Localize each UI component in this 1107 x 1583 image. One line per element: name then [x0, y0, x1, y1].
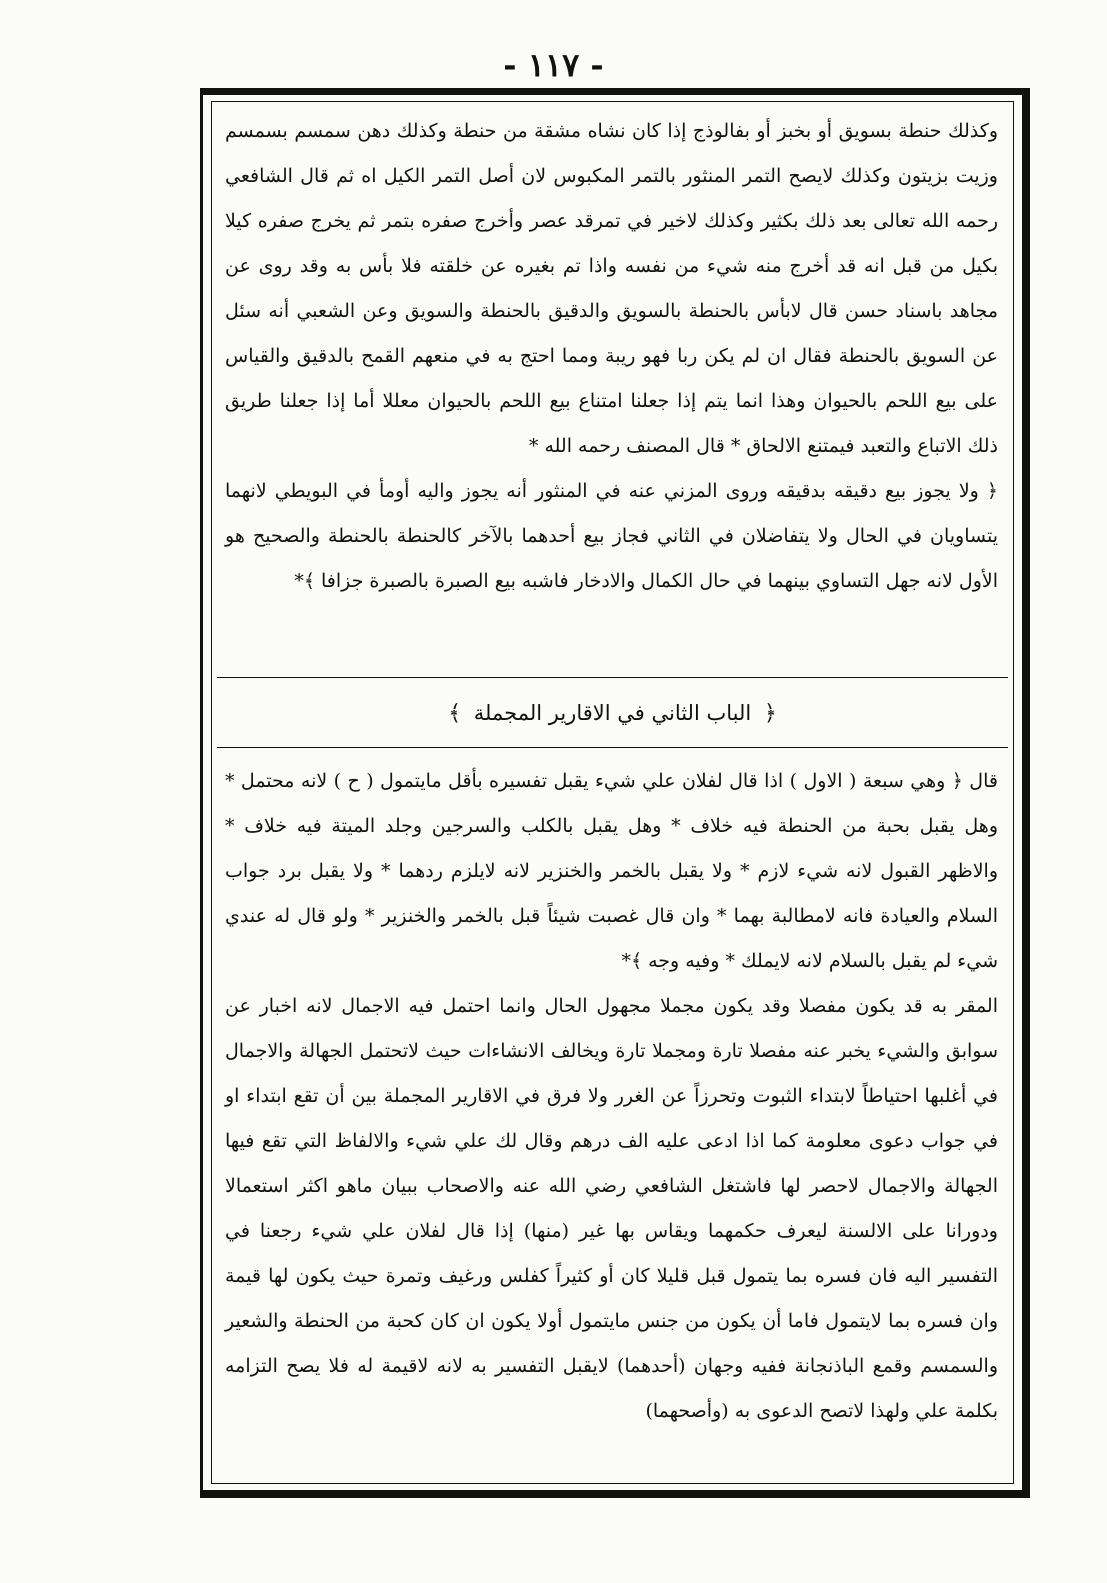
- text-block-upper: [225, 109, 998, 604]
- paragraph-matn: قال ﴿ وهي سبعة ( الاول ) اذا قال لفلان علي شيء يقبل تفسيره بأقل مايتمول ( ح ) لانه محتمل * وهل يقبل بحبة من الحنطة فيه خلاف * وهل يقبل بالكلب والسرجين وجلد الميتة فيه خلاف * والاظهر القبول لانه شيء لازم * ولا يقبل بالخمر والخنزير لانه لايلزم ردهما * ولا يقبل برد جواب السلام والعيادة فانه لامطالبة بهما * وان قال غصبت شيئاً قبل بالخمر والخنزير * ولو قال له عندي شيء لم يقبل بالسلام لانه لايملك * وفيه وجه ﴾*: [225, 770, 998, 972]
- text-block-lower: [225, 759, 998, 1434]
- paragraph-matn: ﴿ ولا يجوز بيع دقيقه بدقيقه وروى المزني عنه في المنثور أنه يجوز واليه أومأ في البويطي لانهما يتساويان في الحال ولا يتفاضلان في الثاني فجاز بيع أحدهما بالآخر كالحنطة بالحنطة والصحيح هو الأول لانه جهل التساوي بينهما في حال الكمال والادخار فاشبه بيع الصبرة بالصبرة جزافا ﴾*: [225, 480, 998, 592]
- paragraph-commentary: المقر به قد يكون مفصلا وقد يكون مجملا مجهول الحال وانما احتمل فيه الاجمال لانه اخبار عن سوابق والشيء يخبر عنه مفصلا تارة ومجملا تارة ويخالف الانشاءات حيث لاتحتمل الجهالة والاجمال في أغلبها احتياطاً لابتداء الثبوت وتحرزاً عن الغرر ولا فرق في الاقارير المجملة بين أن تقع ابتداء او في جواب دعوى معلومة كما اذا ادعى عليه الف درهم وقال لك علي شيء والالفاظ التي تقع فيها الجهالة والاجمال لاحصر لها فاشتغل الشافعي رضي الله عنه والاصحاب ببيان ماهو اكثر استعمالا ودورانا على الالسنة ليعرف حكمهما ويقاس بها غير (منها) إذا قال لفلان علي شيء رجعنا في التفسير اليه فان فسره بما يتمول قبل قليلا كان أو كثيراً كفلس ورغيف وتمرة حيث يكون لها قيمة وان فسره بما لايتمول فاما أن يكون من جنس مايتمول أولا يكون ان كان كحبة من الحنطة والشعير والسمسم وقمع الباذنجانة ففيه وجهان (أحدهما) لايقبل التفسير به لانه لاقيمة له فلا يصح التزامه بكلمة علي ولهذا لاتصح الدعوى به (وأصحهما): [225, 995, 998, 1422]
- ornament-right-icon: ﴿: [763, 701, 777, 726]
- paragraph-commentary: وكذلك حنطة بسويق أو بخبز أو بفالوذج إذا كان نشاه مشقة من حنطة وكذلك دهن سمسم بسمسم وزيت بزيتون وكذلك لايصح التمر المنثور بالتمر المكبوس لان أصل التمر الكيل اه ثم قال الشافعي رحمه الله تعالى بعد ذلك بكثير وكذلك لاخير في تمرقد عصر وأخرج صفره بتمر ثم يخرج صفره كيلا بكيل من قبل انه قد أخرج منه شيء من نفسه واذا تم بغيره عن خلقته فلا بأس به وقد روى عن مجاهد باسناد حسن قال لابأس بالحنطة بالسويق والدقيق بالحنطة والسويق وعن الشعبي أنه سئل عن السويق بالحنطة فقال ان لم يكن ربا فهو ريبة ومما احتج به في منعهم القمح بالدقيق والقياس على بيع اللحم بالحيوان وهذا انما يتم إذا جعلنا امتناع بيع اللحم بالحيوان معللا أما إذا جعلنا طريق ذلك الاتباع والتعبد فيمتنع الالحاق * قال المصنف رحمه الله *: [225, 120, 998, 457]
- section-divider-top: [217, 677, 1008, 678]
- page-frame: [200, 88, 1030, 1498]
- chapter-heading: [203, 693, 1022, 734]
- ornament-left-icon: ﴾: [448, 701, 462, 726]
- page-number: - ١١٧ -: [503, 46, 604, 84]
- section-divider-bottom: [217, 747, 1008, 748]
- chapter-title: الباب الثاني في الاقارير المجملة: [473, 701, 752, 725]
